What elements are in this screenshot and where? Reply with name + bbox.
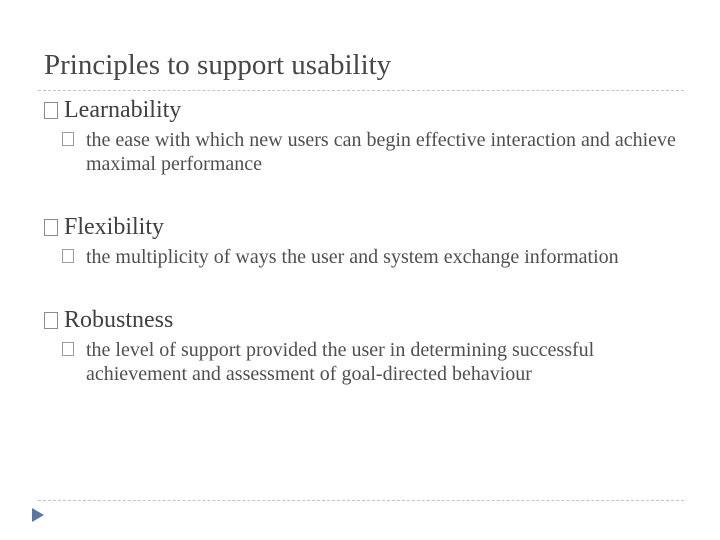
principle-detail-text: the level of support provided the user in determining successful achievement and assessment of goal-directed behaviour <box>86 339 595 385</box>
principle-heading <box>44 306 684 335</box>
principle-learnability <box>44 96 684 176</box>
bullet-list <box>44 96 684 386</box>
footer-divider <box>38 500 684 501</box>
principle-detail <box>62 128 684 176</box>
title-divider <box>38 90 684 91</box>
sub-bullet-box-icon <box>62 132 74 146</box>
principle-heading-text: Flexibility <box>64 214 165 240</box>
nav-triangle-shape <box>32 508 44 522</box>
bullet-box-icon <box>44 102 58 119</box>
bullet-box-icon <box>44 219 58 236</box>
bullet-box-icon <box>44 312 58 329</box>
sub-bullet-box-icon <box>62 249 74 263</box>
principle-heading-text: Learnability <box>64 97 182 123</box>
principle-heading-text: Robustness <box>64 307 174 333</box>
principle-heading <box>44 96 684 125</box>
principle-flexibility <box>44 213 684 269</box>
principle-detail-text: the ease with which new users can begin effective interaction and achieve maximal performance <box>86 129 676 175</box>
sub-bullet-box-icon <box>62 342 74 356</box>
principle-detail <box>62 245 684 269</box>
principle-detail-text: the multiplicity of ways the user and system exchange information <box>86 246 619 268</box>
principle-heading <box>44 213 684 242</box>
principle-detail <box>62 338 684 386</box>
principle-robustness <box>44 306 684 386</box>
slide-title: Principles to support usability <box>44 49 392 81</box>
play-triangle-icon[interactable] <box>30 507 46 523</box>
